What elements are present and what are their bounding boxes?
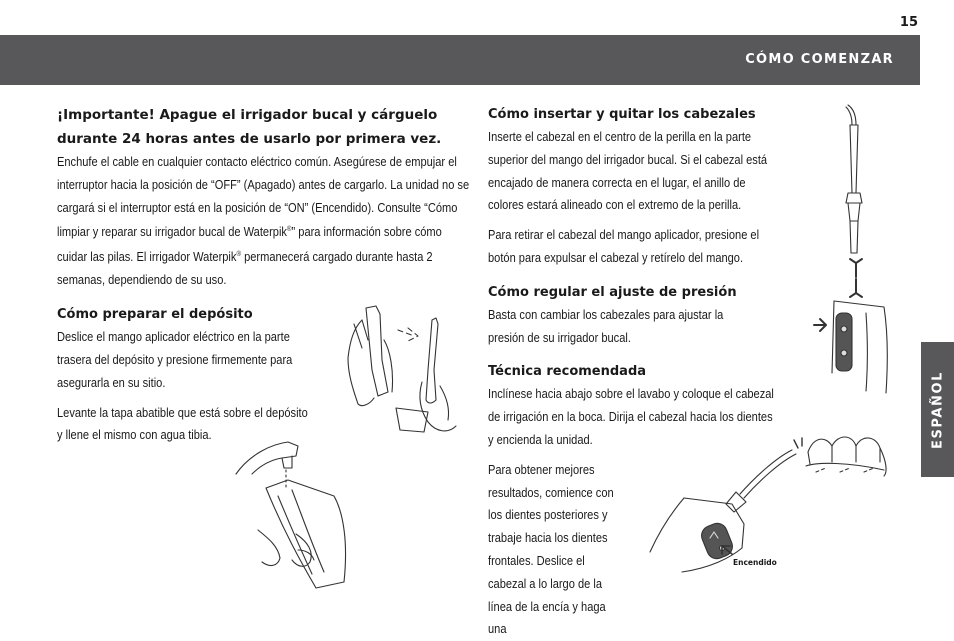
reservoir-paragraph-1: Deslice el mango aplicador eléctrico en la parte trasera del depósito y presione firmemente para asegurarla en su sitio.: [57, 330, 293, 390]
technique-paragraph-2: Para obtener mejores resultados, comience con los dientes posteriores y trabaje hacia los dientes frontales. Deslice el cabezal a lo largo de la línea de la encía y haga una: [488, 462, 614, 637]
reservoir-paragraph-2: Levante la tapa abatible que está sobre el depósito y llene el mismo con agua tibia.: [57, 405, 308, 443]
tips-paragraph-2: Para retirar el cabezal del mango aplicador, presione el botón para expulsar el cabezal y retírelo del mango.: [488, 228, 760, 265]
important-heading: ¡Importante! Apague el irrigador bucal y cárguelo durante 24 horas antes de usarlo por primera vez.: [57, 107, 442, 147]
page-number: 15: [899, 15, 918, 30]
on-button-callout: Encendido: [733, 558, 777, 567]
reservoir-hands-illustration: [344, 300, 464, 440]
pressure-paragraph: Basta con cambiar los cabezales para ajustar la presión de su irrigador bucal.: [488, 307, 724, 345]
technique-illustration: [648, 432, 894, 578]
tip-insertion-illustration: [810, 103, 895, 397]
tips-paragraph-1: Inserte el cabezal en el centro de la perilla en la parte superior del mango del irrigador bucal. Si el cabezal está encajado de manera correcta en el lugar, el anillo de colores estará alineado con el extremo de la perilla.: [488, 130, 768, 213]
important-body: Enchufe el cable en cualquier contacto eléctrico común. Asegúrese de empujar el interruptor hacia la posición de “OFF” (Apagado) antes de cargarlo. La unidad no se cargará si el interruptor está en la posición de “ON” (Encendido). Consulte “Cómo limpiar y reparar su irrigador bucal de Waterpik®” para información sobre cómo cuidar las pilas. El irrigador Waterpik® permanecerá cargado durante hasta 2 semanas, dependiendo de su uso.: [57, 155, 470, 288]
pressure-heading: Cómo regular el ajuste de presión: [488, 284, 737, 300]
section-header-bar: [0, 35, 920, 85]
technique-paragraph-1: Inclínese hacia abajo sobre el lavabo y coloque el cabezal de irrigación en la boca. Dirija el cabezal hacia los dientes y encienda la unidad.: [488, 387, 774, 447]
reservoir-heading: Cómo preparar el depósito: [57, 307, 253, 323]
faucet-filling-illustration: [226, 434, 360, 590]
section-title: CÓMO COMENZAR: [745, 52, 894, 67]
tips-heading: Cómo insertar y quitar los cabezales: [488, 107, 756, 122]
language-tab[interactable]: [921, 342, 954, 477]
language-tab-label: ESPAÑOL: [930, 370, 945, 449]
technique-heading: Técnica recomendada: [488, 364, 647, 380]
